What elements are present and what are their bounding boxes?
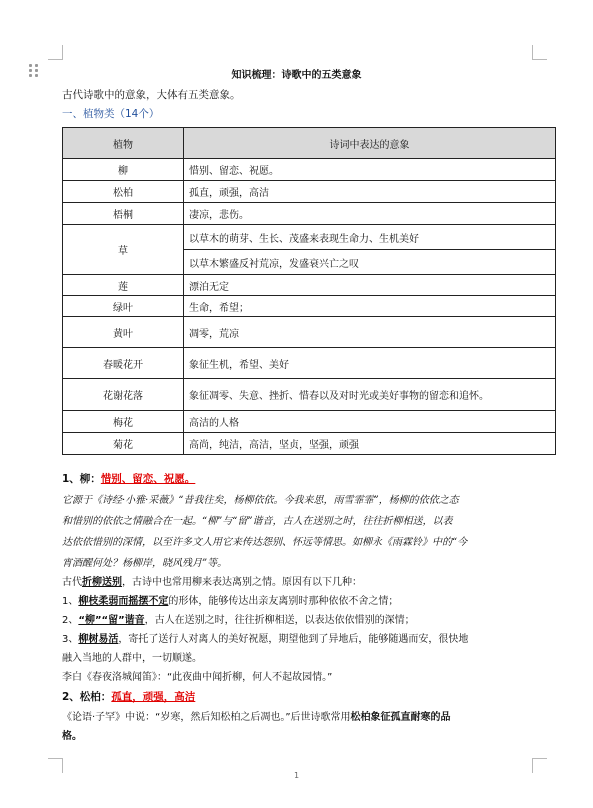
paragraph-line: 它源于《诗经·小雅·采薇》“昔我往矣，杨柳依依。今我来思，雨雪霏霏”，杨柳的依依之态: [62, 495, 459, 506]
bold-run: 柳树易活: [78, 634, 119, 645]
paragraph-line: 格。: [62, 731, 82, 742]
willow-heading-meaning: 惜别、留恋、祝愿。: [100, 473, 196, 485]
bold-run: 松柏象征孤直耐寒的品: [350, 712, 451, 723]
plant-name: 花谢花落: [63, 379, 184, 411]
plant-name: 草: [63, 225, 184, 275]
plant-name: 春暖花开: [63, 348, 184, 379]
text-run: ，古人在送别之时，往往折柳相送，以表达依依惜别的深情；: [144, 615, 415, 626]
document-title: 知识梳理：诗歌中的五类意象: [231, 70, 362, 81]
plant-meaning: 孤直，顽强，高洁: [184, 181, 556, 203]
plant-name: 梧桐: [63, 203, 184, 225]
list-number: 3、: [62, 634, 79, 645]
custom-line: [62, 573, 556, 592]
plant-meaning: 生命，希望；: [184, 296, 556, 317]
list-number: 2、: [62, 615, 79, 626]
table-row: [63, 411, 556, 433]
table-row: [63, 433, 556, 455]
table-header-plant: 植物: [63, 128, 184, 159]
plant-meaning: 以草木繁盛反衬荒凉，发盛衰兴亡之叹: [184, 250, 556, 275]
willow-heading: [62, 471, 556, 486]
table-row: [63, 275, 556, 296]
plant-meaning: 惜别、留恋、祝愿。: [184, 159, 556, 181]
table-row: [63, 225, 556, 250]
plant-name: 黄叶: [63, 317, 184, 348]
plant-name: 菊花: [63, 433, 184, 455]
reason-3: [62, 630, 556, 649]
paragraph-line: 达依依惜别的深情，以至许多文人用它来传达怨别、怀远等情思。如柳永《雨霖铃》中的“今: [62, 537, 468, 548]
table-row: [63, 159, 556, 181]
text-run: 《论语·子罕》中说：“岁寒，然后知松柏之后凋也。”后世诗歌常用: [62, 712, 351, 723]
li-bai-quote: 李白《春夜洛城闻笛》：“此夜曲中闻折柳，何人不起故园情。”: [62, 672, 333, 683]
pine-heading-meaning: 孤直，顽强，高洁: [111, 691, 196, 703]
table-row: [63, 203, 556, 225]
willow-custom-section: [62, 573, 556, 687]
margin-corner-top-left: [48, 45, 63, 60]
intro-paragraph: 古代诗歌中的意象，大体有五类意象。: [62, 89, 241, 101]
pine-paragraph: [62, 708, 556, 746]
plant-meaning: 高尚，纯洁，高洁，坚贞，坚强，顽强: [184, 433, 556, 455]
plant-imagery-table: [62, 127, 556, 455]
section-heading-plants: 一、植物类（14个）: [62, 108, 160, 120]
pine-heading-prefix: 2、松柏：: [62, 691, 112, 703]
table-header-meaning: 诗词中表达的意象: [184, 128, 556, 159]
plant-meaning: 象征凋零、失意、挫折、惜春以及对时光或美好事物的留恋和追怀。: [184, 379, 556, 411]
bold-run: “柳”“留”谐音: [78, 615, 145, 626]
margin-corner-top-right: [532, 45, 547, 60]
reason-3-continued: 融入当地的人群中，一切顺遂。: [62, 653, 202, 664]
plant-name: 松柏: [63, 181, 184, 203]
reason-2: [62, 611, 556, 630]
text-run: ，寄托了送行人对离人的美好祝愿，期望他到了异地后，能够随遇而安，很快地: [118, 634, 469, 645]
plant-name: 绿叶: [63, 296, 184, 317]
page-number: 1: [293, 771, 300, 780]
plant-meaning: 高洁的人格: [184, 411, 556, 433]
reason-1: [62, 592, 556, 611]
willow-origin-paragraph: [62, 490, 556, 574]
table-row: [63, 296, 556, 317]
bold-run: 柳枝柔弱而摇摆不定: [78, 596, 169, 607]
table-row: [63, 317, 556, 348]
list-number: 1、: [62, 596, 79, 607]
plant-name: 梅花: [63, 411, 184, 433]
plant-name: 莲: [63, 275, 184, 296]
table-row: [63, 379, 556, 411]
plant-meaning: 象征生机，希望、美好: [184, 348, 556, 379]
pine-heading: [62, 689, 556, 704]
table-row: [63, 348, 556, 379]
plant-meaning: 凋零，荒凉: [184, 317, 556, 348]
paragraph-line: 和惜别的依依之情融合在一起。“柳”与“留”谐音，古人在送别之时，往往折柳相送，以表: [62, 516, 453, 527]
paragraph-line: [62, 708, 556, 727]
text-run: ，古诗中也常用柳来表达离别之情。原因有以下几种：: [122, 577, 362, 588]
text-run: 古代: [62, 577, 82, 588]
plant-meaning: 凄凉，悲伤。: [184, 203, 556, 225]
plant-meaning: 以草木的萌芽、生长、茂盛来表现生命力、生机美好: [184, 225, 556, 250]
text-run: 的形体，能够传达出亲友离别时那种依依不舍之情；: [168, 596, 399, 607]
paragraph-line: 宵酒醒何处？杨柳岸，晓风残月”等。: [62, 558, 228, 569]
plant-name: 柳: [63, 159, 184, 181]
table-row: [63, 181, 556, 203]
willow-heading-prefix: 1、柳：: [62, 473, 101, 485]
bold-run: 折柳送别: [82, 577, 122, 588]
plant-meaning: 漂泊无定: [184, 275, 556, 296]
table-header-row: [63, 128, 556, 159]
